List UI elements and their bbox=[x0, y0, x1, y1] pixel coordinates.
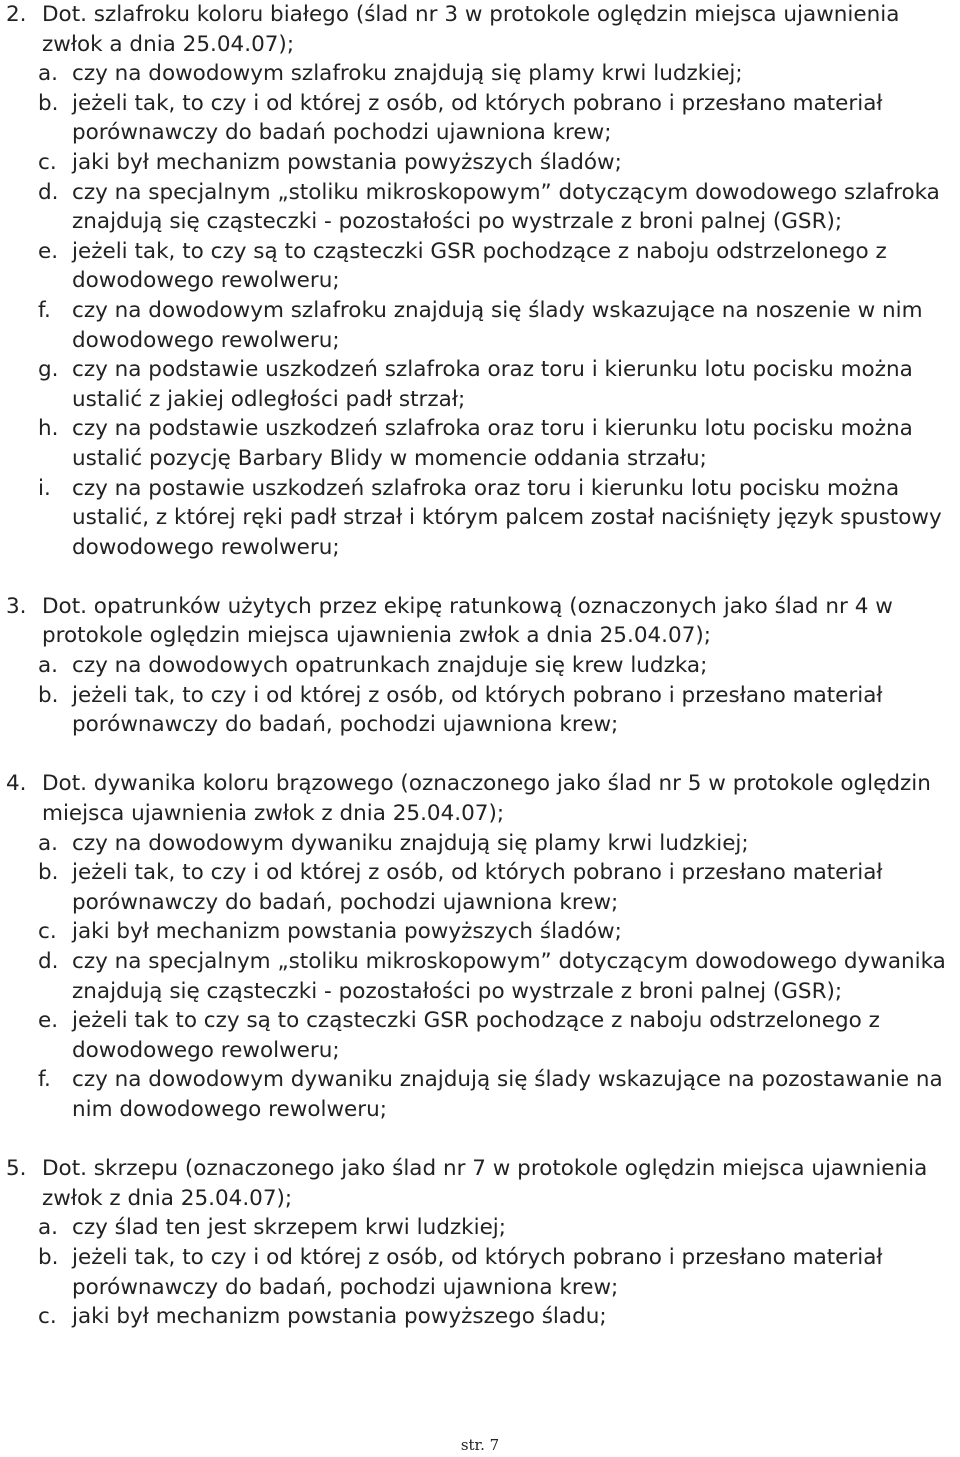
item-text: jaki był mechanizm powstania powyższego śladu; bbox=[72, 1304, 607, 1330]
section-heading-text: Dot. opatrunków użytych przez ekipę ratunkową (oznaczonych jako ślad nr 4 w protokole oględzin miejsca ujawnienia zwłok a dnia 25.04.07); bbox=[42, 593, 893, 649]
item-letter: b. bbox=[38, 860, 59, 886]
item-letter: c. bbox=[38, 149, 57, 175]
item-text: czy na dowodowym dywaniku znajdują się plamy krwi ludzkiej; bbox=[72, 830, 749, 856]
list-item bbox=[6, 355, 956, 414]
item-letter: g. bbox=[38, 357, 59, 383]
item-text: jeżeli tak, to czy i od której z osób, od których pobrano i przesłano materiał porównawczy do badań, pochodzi ujawniona krew; bbox=[72, 860, 883, 915]
section-heading bbox=[6, 1154, 956, 1213]
list-item bbox=[6, 89, 956, 148]
item-text: czy na specjalnym „stoliku mikroskopowym” dotyczącym dowodowego szlafroka znajdują się cząsteczki - pozostałości po wystrzale z broni palnej (GSR); bbox=[72, 179, 940, 235]
item-text: czy na podstawie uszkodzeń szlafroka oraz toru i kierunku lotu pocisku można ustalić z jakiej odległości padł strzał; bbox=[72, 357, 913, 412]
section-number: 3. bbox=[6, 593, 27, 619]
list-item bbox=[6, 829, 956, 859]
item-letter: a. bbox=[38, 653, 59, 679]
list-item bbox=[6, 474, 956, 563]
section-heading bbox=[6, 769, 956, 828]
section-5 bbox=[6, 1154, 956, 1332]
list-item bbox=[6, 59, 956, 89]
item-letter: a. bbox=[38, 1215, 59, 1241]
item-text: jeżeli tak, to czy są to cząsteczki GSR pochodzące z naboju odstrzelonego z dowodowego rewolweru; bbox=[72, 238, 887, 294]
list-item bbox=[6, 148, 956, 178]
item-text: jeżeli tak, to czy i od której z osób, od których pobrano i przesłano materiał porównawczy do badań pochodzi ujawniona krew; bbox=[72, 90, 883, 146]
list-item bbox=[6, 1302, 956, 1332]
list-item bbox=[6, 296, 956, 355]
item-text: czy na postawie uszkodzeń szlafroka oraz toru i kierunku lotu pocisku można ustalić, z której ręki padł strzał i którym palcem został naciśnięty język spustowy dowodowego rewolweru; bbox=[72, 475, 942, 560]
item-letter: h. bbox=[38, 416, 59, 442]
list-item bbox=[6, 178, 956, 237]
item-letter: d. bbox=[38, 949, 59, 974]
section-number: 5. bbox=[6, 1156, 27, 1182]
section-2 bbox=[6, 0, 956, 562]
list-item bbox=[6, 1065, 956, 1124]
item-text: jaki był mechanizm powstania powyższych śladów; bbox=[72, 919, 622, 945]
item-letter: b. bbox=[38, 682, 59, 708]
item-text: czy ślad ten jest skrzepem krwi ludzkiej; bbox=[72, 1215, 507, 1241]
section-heading-text: Dot. dywanika koloru brązowego (oznaczonego jako ślad nr 5 w protokole oględzin miejsca ujawnienia zwłok z dnia 25.04.07); bbox=[42, 771, 931, 827]
section-heading bbox=[6, 0, 956, 59]
section-4 bbox=[6, 769, 956, 1124]
item-letter: a. bbox=[38, 830, 59, 856]
item-text: czy na dowodowym szlafroku znajdują się ślady wskazujące na noszenie w nim dowodowego rewolweru; bbox=[72, 297, 923, 353]
list-item bbox=[6, 1243, 956, 1302]
item-letter: b. bbox=[38, 1244, 59, 1270]
list-item bbox=[6, 1006, 956, 1065]
list-item bbox=[6, 858, 956, 917]
section-number: 4. bbox=[6, 771, 27, 797]
item-letter: f. bbox=[38, 297, 51, 323]
document-page bbox=[6, 0, 956, 1332]
item-letter: b. bbox=[38, 90, 59, 116]
list-item bbox=[6, 947, 956, 1006]
item-text: jaki był mechanizm powstania powyższych śladów; bbox=[72, 149, 622, 175]
item-letter: i. bbox=[38, 475, 51, 501]
item-letter: c. bbox=[38, 919, 57, 945]
list-item bbox=[6, 917, 956, 947]
list-item bbox=[6, 1213, 956, 1243]
item-letter: e. bbox=[38, 238, 59, 264]
section-heading-text: Dot. skrzepu (oznaczonego jako ślad nr 7 w protokole oględzin miejsca ujawnienia zwłok z dnia 25.04.07); bbox=[42, 1156, 928, 1211]
section-heading bbox=[6, 592, 956, 651]
list-item bbox=[6, 237, 956, 296]
list-item bbox=[6, 681, 956, 740]
item-text: czy na dowodowym szlafroku znajdują się plamy krwi ludzkiej; bbox=[72, 61, 743, 87]
item-text: czy na dowodowych opatrunkach znajduje się krew ludzka; bbox=[72, 653, 708, 679]
item-text: jeżeli tak, to czy i od której z osób, od których pobrano i przesłano materiał porównawczy do badań, pochodzi ujawniona krew; bbox=[72, 1244, 883, 1300]
section-3 bbox=[6, 592, 956, 740]
item-text: czy na podstawie uszkodzeń szlafroka oraz toru i kierunku lotu pocisku można ustalić pozycję Barbary Blidy w momencie oddania strzału; bbox=[72, 416, 913, 471]
item-letter: c. bbox=[38, 1304, 57, 1330]
section-number: 2. bbox=[6, 2, 27, 27]
sections-list bbox=[6, 0, 956, 1332]
list-item bbox=[6, 414, 956, 473]
page-number: str. 7 bbox=[460, 1436, 500, 1454]
item-letter: e. bbox=[38, 1008, 59, 1034]
item-letter: d. bbox=[38, 179, 59, 205]
list-item bbox=[6, 651, 956, 681]
item-letter: f. bbox=[38, 1067, 51, 1093]
item-text: jeżeli tak, to czy i od której z osób, od których pobrano i przesłano materiał porównawczy do badań, pochodzi ujawniona krew; bbox=[72, 682, 883, 738]
item-text: czy na dowodowym dywaniku znajdują się ślady wskazujące na pozostawanie na nim dowodowego rewolweru; bbox=[72, 1067, 943, 1122]
section-heading-text: Dot. szlafroku koloru białego (ślad nr 3 w protokole oględzin miejsca ujawnienia zwłok a dnia 25.04.07); bbox=[42, 2, 900, 57]
item-text: jeżeli tak to czy są to cząsteczki GSR pochodzące z naboju odstrzelonego z dowodowego rewolweru; bbox=[72, 1008, 880, 1063]
item-letter: a. bbox=[38, 61, 59, 87]
item-text: czy na specjalnym „stoliku mikroskopowym” dotyczącym dowodowego dywanika znajdują się cząsteczki - pozostałości po wystrzale z broni palnej (GSR); bbox=[72, 949, 946, 1004]
